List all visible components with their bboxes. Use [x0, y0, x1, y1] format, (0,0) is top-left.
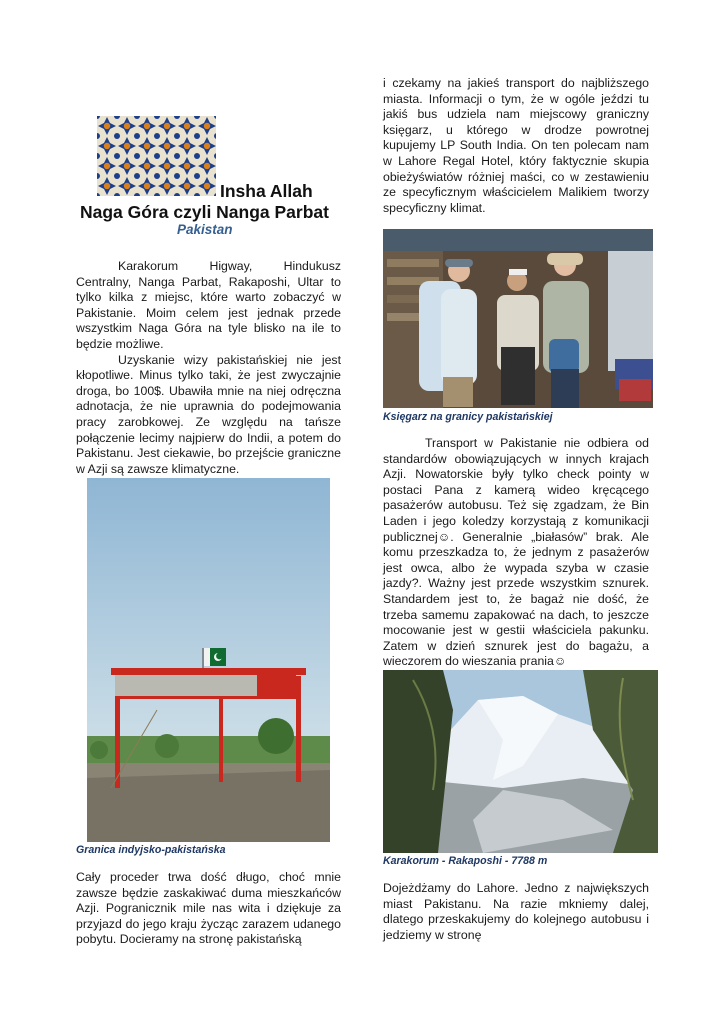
rakaposhi-mountain-photo — [383, 670, 658, 853]
photo-caption-bookseller: Księgarz na granicy pakistańskiej — [383, 411, 553, 423]
bookseller-photo — [383, 229, 653, 408]
article-title-line-2: Naga Góra czyli Nanga Parbat — [80, 202, 329, 222]
paragraph: Cały proceder trwa dość długo, choć mnie zawsze będzie zaskakiwać duma mieszkańców Azji. Pogranicznik mile nas wita i dziękuje za przyjazd do jego kraju życząc zarazem udanego pobytu. Docieramy na stronę pakistańską — [76, 870, 341, 947]
right-column-top-text — [383, 76, 649, 216]
right-column-bottom-text — [383, 881, 649, 943]
article-title-line-1: Insha Allah — [220, 181, 313, 201]
article-subtitle: Pakistan — [177, 222, 233, 237]
paragraph: Dojeżdżamy do Lahore. Jedno z największych miast Pakistanu. Na razie mkniemy dalej, dlatego przeskakujemy do kolejnego autobusu i jedziemy w stronę — [383, 881, 649, 942]
paragraph: i czekamy na jakieś transport do najbliższego miasta. Informacji o tym, że w ogóle jeździ tu jakiś bus udziela nam miejscowy graniczny księgarz, u którego w drodze powrotnej kupujemy LP South India. On ten polecam nam w Lahore Regal Hotel, który faktycznie skupia obieżyświatów różniej maści, co w zestawieniu ze specyficznym właścicielem Malikiem tworzy specyficzny klimat. — [383, 76, 649, 215]
paragraph: Transport w Pakistanie nie odbiera od standardów obowiązujących w innych krajach Azji. Nowatorskie były tylko check pointy w postaci Pana z kamerą wideo kręcącego pasażerów autobusu. Też się zgadzam, że Bin Laden i jego koledzy korzystają z komunikacji publicznej☺. Generalnie „białasów” brak. Ale komu przeszkadza to, że jednym z pasażerów jest owca, albo że wypada szyba w czasie jazdy?. Ważny jest przede wszystkim sznurek. Standardem jest to, że bagaż nie dość, że trzeba samemu zapakować na dach, to jeszcze mocowanie jest w gestii właściciela pakunku. Zatem w dzień sznurek jest do bagażu, a wieczorem do wieszania prania☺ — [383, 436, 649, 669]
photo-caption-rakaposhi: Karakorum - Rakaposhi - 7788 m — [383, 855, 548, 867]
paragraph: Uzyskanie wizy pakistańskiej nie jest kłopotliwe. Minus tylko taki, że jest zwyczajnie droga, bo 100$. Ubawiła mnie na niej odręczna adnotacja, że nie uprawnia do podejmowania pracy zarobkowej. Ze względu na tańsze połączenie lecimy najpierw do Indii, a potem do Pakistanu. Jest ciekawie, bo przejście graniczne w Azji są zawsze klimatyczne. — [76, 352, 341, 476]
left-column-bottom-text — [76, 870, 341, 948]
photo-caption-border: Granica indyjsko-pakistańska — [76, 844, 226, 856]
left-column-text — [76, 259, 341, 477]
paragraph: Karakorum Higway, Hindukusz Centralny, Nanga Parbat, Rakaposhi, Ultar to tylko kilka z miejsc, które warto zobaczyć w Pakistanie. Moim celem jest jednak przede wszystkim Naga Góra na tyle blisko na ile to będzie możliwe. — [76, 259, 341, 351]
decorative-tile-image — [97, 116, 216, 196]
right-column-middle-text — [383, 436, 649, 670]
border-gate-photo — [87, 478, 330, 842]
